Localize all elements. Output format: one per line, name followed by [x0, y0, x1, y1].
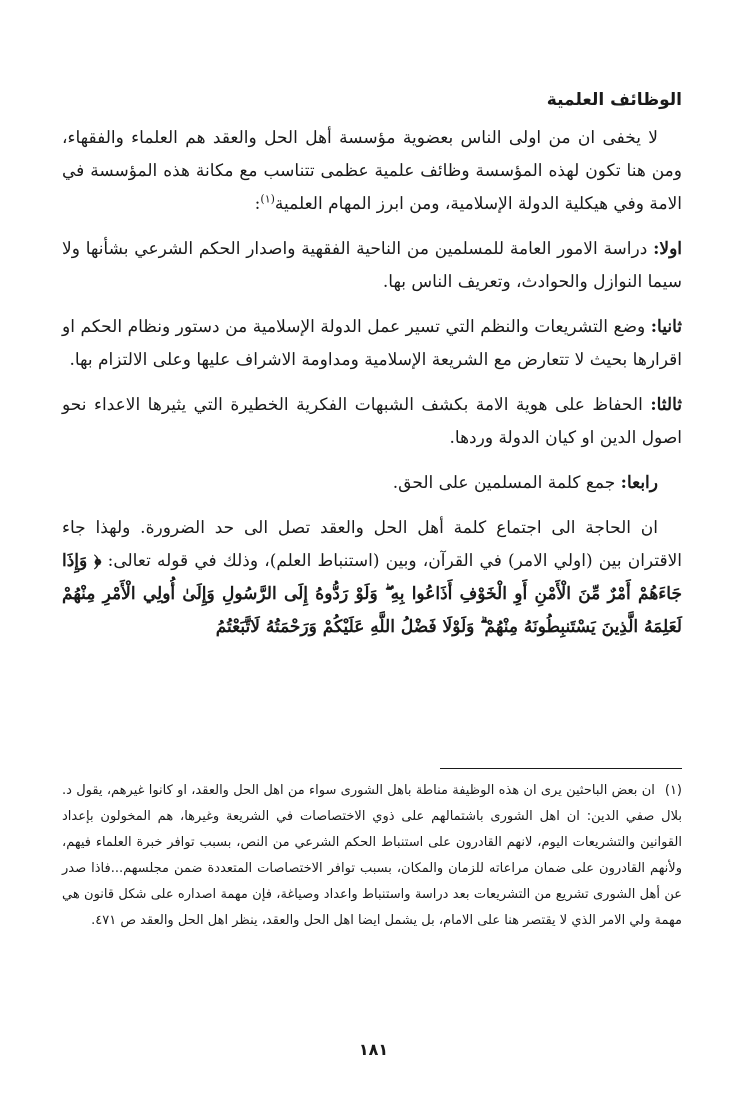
item-text: جمع كلمة المسلمين على الحق. — [392, 473, 616, 493]
closing-paragraph — [62, 512, 682, 644]
footnote — [62, 778, 682, 934]
footnote-number: (١) — [664, 783, 682, 798]
page-body — [62, 88, 682, 656]
item-label: اولا: — [653, 239, 683, 259]
footnote-text: ان بعض الباحثين يرى ان هذه الوظيفة مناطة باهل الشورى سواء من اهل الحل والعقد، او كانوا غيرهم، يقول د. بلال صفي الدين: ان اهل الشورى باشتمالهم على ذوي الاختصاصات في الشريعة وغيرها، هم المخولون بإعداد القوانين والتشريعات اليوم، لانهم القادرون على استنباط الحكم الشرعي من النص، بسبب توافر خبرة العلماء فيهم، ولأنهم القادرون على ضمان مراعاته للزمان والمكان، بسبب توافر الاختصاصات المتعددة ضمن مجلسهم...فاذا صدر عن أهل الشورى تشريع من التشريعات بعد دراسة واستنباط واعداد وصياغة، فإن مهمة اصداره على شكل قانون هي مهمة ولي الامر الذي لا يقتصر هنا على الامام، بل يشمل ايضا اهل الحل والعقد، ينظر اهل الحل والعقد ص ٤٧١. — [62, 783, 682, 928]
quran-verse: ﴿ وَإِذَا جَاءَهُمْ أَمْرٌ مِّنَ الْأَمْنِ أَوِ الْخَوْفِ أَذَاعُوا بِهِ ۖ وَلَوْ رَدُّوهُ إِلَى الرَّسُولِ وَإِلَىٰ أُولِي الْأَمْرِ مِنْهُمْ لَعَلِمَهُ الَّذِينَ يَسْتَنبِطُونَهُ مِنْهُمْ ۗ وَلَوْلَا فَضْلُ اللَّهِ عَلَيْكُمْ وَرَحْمَتُهُ لَاتَّبَعْتُمُ — [62, 551, 682, 637]
closing-text: ان الحاجة الى اجتماع كلمة أهل الحل والعقد تصل الى حد الضرورة. ولهذا جاء الاقتران بين (اولي الامر) في القرآن، وبين (استنباط العلم)، وذلك في قوله تعالى: — [62, 518, 682, 571]
item-third — [62, 389, 682, 455]
intro-text: لا يخفى ان من اولى الناس بعضوية مؤسسة أهل الحل والعقد هم العلماء والفقهاء، ومن هنا تكون لهذه المؤسسة وظائف علمية عظمى تتناسب مع مكانة هذه المؤسسة في الامة وفي هيكلية الدولة الإسلامية، ومن ابرز المهام العلمية — [62, 128, 682, 214]
item-label: ثالثا: — [650, 395, 683, 415]
item-label: رابعا: — [620, 473, 658, 493]
intro-paragraph — [62, 122, 682, 221]
intro-colon: : — [254, 194, 261, 214]
item-first — [62, 233, 682, 299]
item-label: ثانيا: — [650, 317, 682, 337]
item-text: الحفاظ على هوية الامة بكشف الشبهات الفكرية الخطيرة التي يثيرها الاعداء نحو اصول الدين او كيان الدولة وردها. — [62, 395, 682, 448]
page-header: الوظائف العلمية — [546, 90, 682, 110]
item-fourth — [62, 467, 682, 500]
item-text: وضع التشريعات والنظم التي تسير عمل الدولة الإسلامية من دستور ونظام الحكم او اقرارها بحيث لا تتعارض مع الشريعة الإسلامية ومداومة الاشراف عليها وعلى الالتزام بها. — [62, 317, 682, 370]
footnote-ref: (١) — [260, 192, 275, 206]
item-second — [62, 311, 682, 377]
page-number: ١٨١ — [358, 1040, 389, 1059]
footnote-divider — [440, 768, 682, 769]
item-text: دراسة الامور العامة للمسلمين من الناحية الفقهية واصدار الحكم الشرعي بشأنها ولا سيما النوازل والحوادث، وتعريف الناس بها. — [62, 239, 682, 292]
